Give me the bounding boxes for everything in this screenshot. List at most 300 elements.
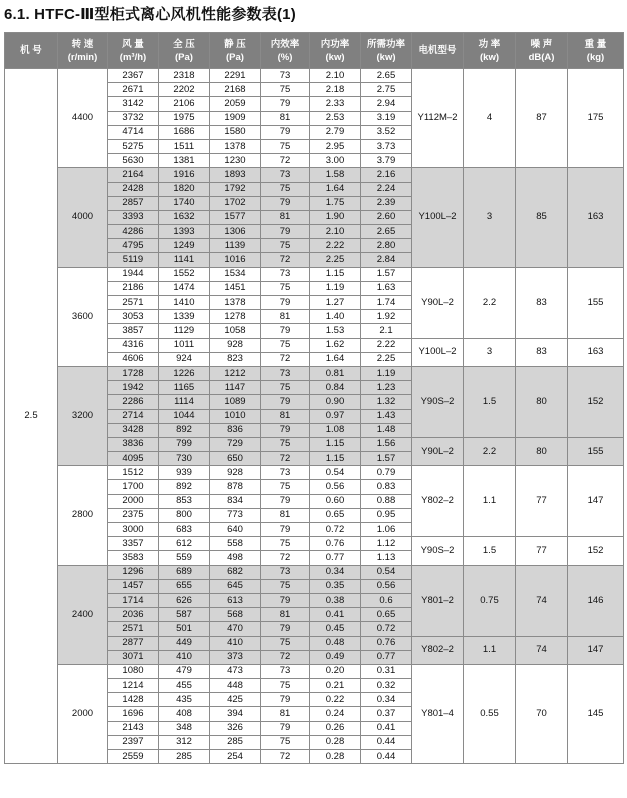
column-header-unit: (Pa) (226, 51, 244, 63)
static-pressure-cell: 1278 (210, 310, 261, 324)
total-pressure-cell: 612 (159, 537, 210, 551)
internal-power-cell: 0.76 (310, 537, 361, 551)
total-pressure-cell: 1011 (159, 338, 210, 352)
internal-power-cell: 0.97 (310, 409, 361, 423)
motor-power-cell: 1.5 (464, 366, 516, 437)
motor-power-cell: 3 (464, 338, 516, 366)
required-power-cell: 0.54 (361, 565, 412, 579)
required-power-cell: 1.57 (361, 267, 412, 281)
internal-power-cell: 0.65 (310, 508, 361, 522)
total-pressure-cell: 1165 (159, 381, 210, 395)
static-pressure-cell: 498 (210, 551, 261, 565)
total-pressure-cell: 285 (159, 750, 210, 764)
total-pressure-cell: 1129 (159, 324, 210, 338)
internal-power-cell: 0.72 (310, 523, 361, 537)
internal-power-cell: 1.75 (310, 196, 361, 210)
airflow-cell: 1428 (108, 693, 159, 707)
static-pressure-cell: 682 (210, 565, 261, 579)
weight-cell: 155 (568, 267, 624, 338)
efficiency-cell: 79 (261, 693, 310, 707)
efficiency-cell: 73 (261, 466, 310, 480)
required-power-cell: 2.60 (361, 210, 412, 224)
internal-power-cell: 0.26 (310, 721, 361, 735)
total-pressure-cell: 2202 (159, 83, 210, 97)
internal-power-cell: 0.22 (310, 693, 361, 707)
required-power-cell: 0.76 (361, 636, 412, 650)
total-pressure-cell: 1820 (159, 182, 210, 196)
efficiency-cell: 72 (261, 452, 310, 466)
required-power-cell: 2.24 (361, 182, 412, 196)
required-power-cell: 2.39 (361, 196, 412, 210)
motor-power-cell: 1.5 (464, 537, 516, 565)
static-pressure-cell: 558 (210, 537, 261, 551)
required-power-cell: 0.77 (361, 650, 412, 664)
static-pressure-cell: 773 (210, 508, 261, 522)
static-pressure-cell: 2059 (210, 97, 261, 111)
weight-cell: 147 (568, 636, 624, 664)
noise-cell: 80 (516, 366, 568, 437)
airflow-cell: 2000 (108, 494, 159, 508)
total-pressure-cell: 892 (159, 423, 210, 437)
noise-cell: 77 (516, 466, 568, 537)
static-pressure-cell: 2168 (210, 83, 261, 97)
internal-power-cell: 1.27 (310, 296, 361, 310)
total-pressure-cell: 2318 (159, 69, 210, 83)
page-title: 6.1. HTFC-Ⅲ型柜式离心风机性能参数表(1) (4, 6, 296, 23)
airflow-cell: 4316 (108, 338, 159, 352)
required-power-cell: 1.23 (361, 381, 412, 395)
internal-power-cell: 0.34 (310, 565, 361, 579)
airflow-cell: 3836 (108, 437, 159, 451)
required-power-cell: 2.75 (361, 83, 412, 97)
column-header-name: 转 速 (71, 38, 94, 50)
total-pressure-cell: 655 (159, 579, 210, 593)
column-header (108, 33, 159, 69)
airflow-cell: 4286 (108, 225, 159, 239)
motor-model-cell: Y801–2 (412, 565, 464, 636)
column-header (210, 33, 261, 69)
internal-power-cell: 2.18 (310, 83, 361, 97)
static-pressure-cell: 1893 (210, 168, 261, 182)
required-power-cell: 2.94 (361, 97, 412, 111)
total-pressure-cell: 683 (159, 523, 210, 537)
airflow-cell: 2375 (108, 508, 159, 522)
airflow-cell: 1457 (108, 579, 159, 593)
speed-cell: 4400 (58, 69, 108, 168)
required-power-cell: 0.41 (361, 721, 412, 735)
static-pressure-cell: 640 (210, 523, 261, 537)
total-pressure-cell: 1114 (159, 395, 210, 409)
static-pressure-cell: 650 (210, 452, 261, 466)
internal-power-cell: 0.38 (310, 593, 361, 607)
static-pressure-cell: 1016 (210, 253, 261, 267)
required-power-cell: 3.19 (361, 111, 412, 125)
static-pressure-cell: 645 (210, 579, 261, 593)
column-header (568, 33, 624, 69)
motor-power-cell: 0.75 (464, 565, 516, 636)
table-header (5, 33, 624, 69)
required-power-cell: 2.84 (361, 253, 412, 267)
internal-power-cell: 1.64 (310, 352, 361, 366)
efficiency-cell: 73 (261, 69, 310, 83)
noise-cell: 70 (516, 664, 568, 763)
noise-cell: 74 (516, 636, 568, 664)
required-power-cell: 1.19 (361, 366, 412, 380)
static-pressure-cell: 373 (210, 650, 261, 664)
column-header-name: 电机型号 (418, 45, 457, 56)
required-power-cell: 1.13 (361, 551, 412, 565)
internal-power-cell: 0.28 (310, 750, 361, 764)
table-row (5, 565, 624, 579)
efficiency-cell: 79 (261, 721, 310, 735)
required-power-cell: 2.1 (361, 324, 412, 338)
airflow-cell: 1080 (108, 664, 159, 678)
efficiency-cell: 79 (261, 196, 310, 210)
column-header (159, 33, 210, 69)
efficiency-cell: 75 (261, 182, 310, 196)
internal-power-cell: 2.53 (310, 111, 361, 125)
weight-cell: 147 (568, 466, 624, 537)
internal-power-cell: 0.84 (310, 381, 361, 395)
efficiency-cell: 81 (261, 508, 310, 522)
total-pressure-cell: 853 (159, 494, 210, 508)
internal-power-cell: 1.15 (310, 267, 361, 281)
airflow-cell: 2036 (108, 608, 159, 622)
speed-cell: 2400 (58, 565, 108, 664)
efficiency-cell: 79 (261, 125, 310, 139)
column-header-unit: (Pa) (175, 51, 193, 63)
efficiency-cell: 73 (261, 664, 310, 678)
internal-power-cell: 1.64 (310, 182, 361, 196)
required-power-cell: 1.48 (361, 423, 412, 437)
efficiency-cell: 79 (261, 622, 310, 636)
internal-power-cell: 0.48 (310, 636, 361, 650)
airflow-cell: 3857 (108, 324, 159, 338)
efficiency-cell: 72 (261, 352, 310, 366)
static-pressure-cell: 1147 (210, 381, 261, 395)
efficiency-cell: 75 (261, 735, 310, 749)
total-pressure-cell: 1632 (159, 210, 210, 224)
motor-model-cell: Y90S–2 (412, 537, 464, 565)
column-header-name: 内功率 (320, 38, 350, 50)
table-row (5, 267, 624, 281)
airflow-cell: 2671 (108, 83, 159, 97)
column-header-unit: (m³/h) (119, 51, 147, 63)
airflow-cell: 2286 (108, 395, 159, 409)
airflow-cell: 1942 (108, 381, 159, 395)
required-power-cell: 3.73 (361, 139, 412, 153)
table-row (5, 168, 624, 182)
internal-power-cell: 0.41 (310, 608, 361, 622)
efficiency-cell: 79 (261, 225, 310, 239)
static-pressure-cell: 1580 (210, 125, 261, 139)
efficiency-cell: 75 (261, 537, 310, 551)
weight-cell: 152 (568, 537, 624, 565)
internal-power-cell: 1.62 (310, 338, 361, 352)
column-header-unit: dB(A) (528, 51, 555, 63)
column-header-name: 所需功率 (366, 38, 405, 50)
total-pressure-cell: 1226 (159, 366, 210, 380)
airflow-cell: 3732 (108, 111, 159, 125)
efficiency-cell: 75 (261, 139, 310, 153)
required-power-cell: 0.65 (361, 608, 412, 622)
airflow-cell: 4795 (108, 239, 159, 253)
internal-power-cell: 0.49 (310, 650, 361, 664)
total-pressure-cell: 730 (159, 452, 210, 466)
airflow-cell: 3583 (108, 551, 159, 565)
static-pressure-cell: 1792 (210, 182, 261, 196)
internal-power-cell: 2.25 (310, 253, 361, 267)
internal-power-cell: 0.21 (310, 679, 361, 693)
total-pressure-cell: 1381 (159, 154, 210, 168)
internal-power-cell: 0.90 (310, 395, 361, 409)
weight-cell: 175 (568, 69, 624, 168)
motor-model-cell: Y90L–2 (412, 437, 464, 465)
efficiency-cell: 73 (261, 565, 310, 579)
efficiency-cell: 72 (261, 253, 310, 267)
efficiency-cell: 75 (261, 679, 310, 693)
motor-power-cell: 3 (464, 168, 516, 267)
required-power-cell: 2.65 (361, 69, 412, 83)
required-power-cell: 0.32 (361, 679, 412, 693)
airflow-cell: 2186 (108, 281, 159, 295)
efficiency-cell: 79 (261, 296, 310, 310)
static-pressure-cell: 928 (210, 466, 261, 480)
weight-cell: 146 (568, 565, 624, 636)
static-pressure-cell: 410 (210, 636, 261, 650)
internal-power-cell: 1.15 (310, 437, 361, 451)
internal-power-cell: 0.35 (310, 579, 361, 593)
header-row (5, 33, 624, 69)
motor-model-cell: Y802–2 (412, 636, 464, 664)
required-power-cell: 0.37 (361, 707, 412, 721)
static-pressure-cell: 425 (210, 693, 261, 707)
airflow-cell: 4606 (108, 352, 159, 366)
efficiency-cell: 79 (261, 97, 310, 111)
static-pressure-cell: 928 (210, 338, 261, 352)
airflow-cell: 2857 (108, 196, 159, 210)
total-pressure-cell: 559 (159, 551, 210, 565)
total-pressure-cell: 1552 (159, 267, 210, 281)
efficiency-cell: 75 (261, 281, 310, 295)
airflow-cell: 3071 (108, 650, 159, 664)
efficiency-cell: 81 (261, 310, 310, 324)
efficiency-cell: 79 (261, 593, 310, 607)
required-power-cell: 2.22 (361, 338, 412, 352)
column-header (261, 33, 310, 69)
airflow-cell: 2164 (108, 168, 159, 182)
required-power-cell: 0.79 (361, 466, 412, 480)
total-pressure-cell: 1410 (159, 296, 210, 310)
total-pressure-cell: 800 (159, 508, 210, 522)
static-pressure-cell: 1230 (210, 154, 261, 168)
static-pressure-cell: 878 (210, 480, 261, 494)
column-header-unit: (%) (277, 51, 293, 63)
static-pressure-cell: 470 (210, 622, 261, 636)
total-pressure-cell: 924 (159, 352, 210, 366)
airflow-cell: 3393 (108, 210, 159, 224)
total-pressure-cell: 1339 (159, 310, 210, 324)
efficiency-cell: 73 (261, 366, 310, 380)
efficiency-cell: 73 (261, 168, 310, 182)
airflow-cell: 3357 (108, 537, 159, 551)
total-pressure-cell: 410 (159, 650, 210, 664)
static-pressure-cell: 613 (210, 593, 261, 607)
airflow-cell: 1214 (108, 679, 159, 693)
static-pressure-cell: 1702 (210, 196, 261, 210)
efficiency-cell: 72 (261, 154, 310, 168)
airflow-cell: 2877 (108, 636, 159, 650)
airflow-cell: 1512 (108, 466, 159, 480)
required-power-cell: 1.12 (361, 537, 412, 551)
required-power-cell: 0.6 (361, 593, 412, 607)
column-header-name: 内效率 (270, 38, 300, 50)
static-pressure-cell: 1089 (210, 395, 261, 409)
motor-power-cell: 1.1 (464, 466, 516, 537)
column-header-name: 静 压 (224, 38, 246, 50)
column-header (516, 33, 568, 69)
motor-model-cell: Y100L–2 (412, 168, 464, 267)
static-pressure-cell: 1306 (210, 225, 261, 239)
required-power-cell: 1.74 (361, 296, 412, 310)
weight-cell: 152 (568, 366, 624, 437)
static-pressure-cell: 836 (210, 423, 261, 437)
airflow-cell: 1944 (108, 267, 159, 281)
internal-power-cell: 1.58 (310, 168, 361, 182)
airflow-cell: 2559 (108, 750, 159, 764)
airflow-cell: 2367 (108, 69, 159, 83)
internal-power-cell: 0.45 (310, 622, 361, 636)
efficiency-cell: 75 (261, 579, 310, 593)
total-pressure-cell: 1393 (159, 225, 210, 239)
required-power-cell: 3.52 (361, 125, 412, 139)
motor-power-cell: 1.1 (464, 636, 516, 664)
column-header-name: 功 率 (478, 38, 501, 50)
required-power-cell: 1.06 (361, 523, 412, 537)
static-pressure-cell: 834 (210, 494, 261, 508)
speed-cell: 3200 (58, 366, 108, 465)
static-pressure-cell: 1058 (210, 324, 261, 338)
weight-cell: 163 (568, 338, 624, 366)
internal-power-cell: 0.54 (310, 466, 361, 480)
noise-cell: 77 (516, 537, 568, 565)
static-pressure-cell: 1139 (210, 239, 261, 253)
internal-power-cell: 0.77 (310, 551, 361, 565)
efficiency-cell: 75 (261, 338, 310, 352)
static-pressure-cell: 1212 (210, 366, 261, 380)
column-header-unit: (kg) (586, 51, 605, 63)
internal-power-cell: 0.81 (310, 366, 361, 380)
total-pressure-cell: 1044 (159, 409, 210, 423)
airflow-cell: 1728 (108, 366, 159, 380)
required-power-cell: 0.44 (361, 750, 412, 764)
noise-cell: 74 (516, 565, 568, 636)
internal-power-cell: 1.40 (310, 310, 361, 324)
total-pressure-cell: 1740 (159, 196, 210, 210)
required-power-cell: 0.88 (361, 494, 412, 508)
required-power-cell: 0.56 (361, 579, 412, 593)
static-pressure-cell: 473 (210, 664, 261, 678)
internal-power-cell: 2.10 (310, 225, 361, 239)
motor-model-cell: Y90S–2 (412, 366, 464, 437)
required-power-cell: 2.16 (361, 168, 412, 182)
airflow-cell: 2143 (108, 721, 159, 735)
static-pressure-cell: 1378 (210, 139, 261, 153)
internal-power-cell: 1.15 (310, 452, 361, 466)
internal-power-cell: 0.60 (310, 494, 361, 508)
column-header-unit: (kw) (325, 51, 345, 63)
column-header-unit: (kw) (376, 51, 396, 63)
motor-model-cell: Y112M–2 (412, 69, 464, 168)
column-header-unit: (r/min) (67, 51, 98, 63)
airflow-cell: 3053 (108, 310, 159, 324)
efficiency-cell: 73 (261, 267, 310, 281)
internal-power-cell: 1.19 (310, 281, 361, 295)
internal-power-cell: 1.08 (310, 423, 361, 437)
required-power-cell: 1.92 (361, 310, 412, 324)
noise-cell: 87 (516, 69, 568, 168)
internal-power-cell: 1.90 (310, 210, 361, 224)
efficiency-cell: 81 (261, 111, 310, 125)
internal-power-cell: 1.53 (310, 324, 361, 338)
table-row (5, 366, 624, 380)
total-pressure-cell: 455 (159, 679, 210, 693)
total-pressure-cell: 939 (159, 466, 210, 480)
total-pressure-cell: 626 (159, 593, 210, 607)
static-pressure-cell: 2291 (210, 69, 261, 83)
motor-power-cell: 4 (464, 69, 516, 168)
total-pressure-cell: 479 (159, 664, 210, 678)
total-pressure-cell: 1686 (159, 125, 210, 139)
static-pressure-cell: 823 (210, 352, 261, 366)
total-pressure-cell: 1511 (159, 139, 210, 153)
column-header (412, 33, 464, 69)
total-pressure-cell: 1975 (159, 111, 210, 125)
efficiency-cell: 81 (261, 409, 310, 423)
static-pressure-cell: 254 (210, 750, 261, 764)
airflow-cell: 1696 (108, 707, 159, 721)
airflow-cell: 1700 (108, 480, 159, 494)
efficiency-cell: 81 (261, 608, 310, 622)
airflow-cell: 2428 (108, 182, 159, 196)
internal-power-cell: 2.95 (310, 139, 361, 153)
table-row (5, 69, 624, 83)
total-pressure-cell: 1474 (159, 281, 210, 295)
performance-table (4, 32, 624, 764)
efficiency-cell: 81 (261, 707, 310, 721)
internal-power-cell: 3.00 (310, 154, 361, 168)
column-header-name: 全 压 (173, 38, 195, 50)
noise-cell: 83 (516, 338, 568, 366)
internal-power-cell: 0.24 (310, 707, 361, 721)
efficiency-cell: 81 (261, 210, 310, 224)
static-pressure-cell: 568 (210, 608, 261, 622)
required-power-cell: 1.57 (361, 452, 412, 466)
weight-cell: 155 (568, 437, 624, 465)
efficiency-cell: 75 (261, 636, 310, 650)
speed-cell: 2800 (58, 466, 108, 565)
static-pressure-cell: 448 (210, 679, 261, 693)
internal-power-cell: 0.56 (310, 480, 361, 494)
total-pressure-cell: 1249 (159, 239, 210, 253)
airflow-cell: 2571 (108, 622, 159, 636)
airflow-cell: 5630 (108, 154, 159, 168)
static-pressure-cell: 1909 (210, 111, 261, 125)
column-header-name: 机 号 (20, 45, 42, 56)
table-row (5, 466, 624, 480)
speed-cell: 2000 (58, 664, 108, 763)
required-power-cell: 2.80 (361, 239, 412, 253)
